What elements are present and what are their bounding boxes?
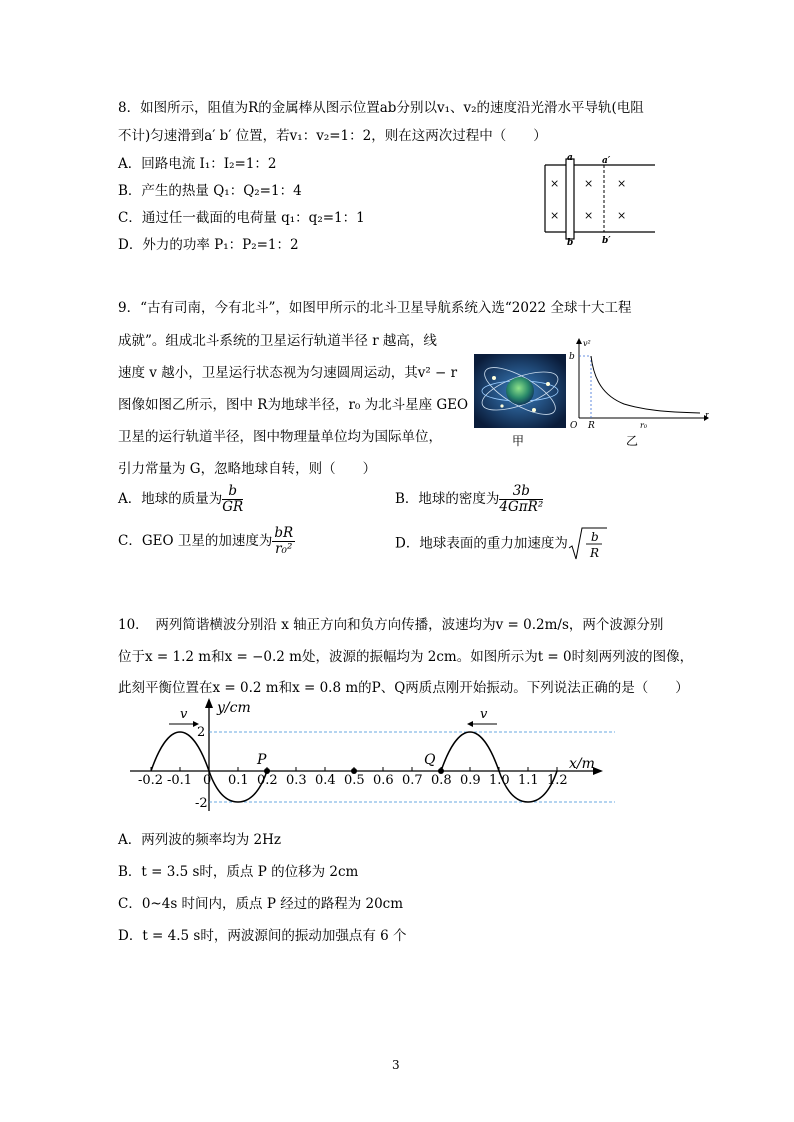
- graph-ylabel: v²: [583, 339, 591, 348]
- v2-r-graph: [564, 336, 709, 432]
- svg-text:-0.1: -0.1: [167, 773, 193, 788]
- wave-y-bottom: -2: [195, 796, 208, 811]
- svg-text:0.2: 0.2: [257, 773, 278, 788]
- graph-r0-label: r₀: [640, 421, 648, 430]
- metal-rod: [566, 159, 574, 239]
- svg-text:0.6: 0.6: [373, 773, 394, 788]
- q9-stem-line2: 成就”。组成北斗系统的卫星运行轨道半径 r 越高，线: [118, 333, 437, 349]
- svg-text:0.9: 0.9: [460, 773, 481, 788]
- q9-option-c: C．GEO 卫星的加速度为 $\frac{bR}{\text{r₀²}}$: [118, 525, 294, 557]
- svg-text:×: ×: [617, 209, 627, 222]
- q8-option-a: A．回路电流 I₁：I₂=1：2: [118, 156, 277, 172]
- q9-stem-line5: 卫星的运行轨道半径，图中物理量单位均为国际单位，: [118, 429, 442, 445]
- sqrt-sign: [568, 526, 608, 562]
- q10-option-d: D．t = 4.5 s时，两波源间的振动加强点有 6 个: [118, 928, 407, 944]
- page-number: 3: [392, 1058, 400, 1072]
- label-a: a: [567, 153, 573, 163]
- svg-text:1.2: 1.2: [547, 773, 568, 788]
- q10-stem-line1: 10． 两列简谐横波分别沿 x 轴正方向和负方向传播，波速均为v = 0.2m/s，两个波源分别: [118, 617, 664, 633]
- q9-stem-line4: 图像如图乙所示，图中 R为地球半径，r₀ 为北斗星座 GEO: [118, 397, 469, 413]
- graph-R-label: R: [588, 421, 595, 431]
- q9-stem-line3: 速度 v 越小，卫星运行状态视为匀速圆周运动，其v² − r: [118, 365, 458, 381]
- svg-text:0.3: 0.3: [286, 773, 307, 788]
- svg-text:1.1: 1.1: [518, 773, 539, 788]
- wave-y-top: 2: [197, 725, 206, 740]
- q9-stem-line6: 引力常量为 G，忽略地球自转，则（ ）: [118, 461, 377, 477]
- svg-text:0.5: 0.5: [344, 773, 365, 788]
- q9-option-d: D．地球表面的重力加速度为 b R: [395, 526, 608, 562]
- q8-stem-line1: 8．如图所示，阻值为R的金属棒从图示位置ab分别以v₁、v₂的速度沿光滑水平导轨(电阻: [118, 100, 644, 116]
- label-P: P: [257, 752, 267, 768]
- svg-text:R: R: [589, 546, 599, 560]
- svg-text:×: ×: [550, 177, 560, 190]
- q8-option-b: B．产生的热量 Q₁：Q₂=1：4: [118, 183, 302, 199]
- v2-r-curve: [591, 356, 700, 413]
- wave-xlabel: x/m: [569, 756, 595, 772]
- label-b: b: [567, 238, 574, 248]
- beidou-satellite-image: [474, 354, 566, 428]
- q8-stem-line2: 不计)匀速滑到a′ b′ 位置，若v₁：v₂=1：2，则在这两次过程中（ ）: [118, 128, 547, 144]
- svg-text:0.7: 0.7: [402, 773, 423, 788]
- q10-stem-line3: 此刻平衡位置在x = 0.2 m和x = 0.8 m的P、Q两质点刚开始振动。下列说法正确的是（ ）: [118, 680, 689, 696]
- q8-option-c: C．通过任一截面的电荷量 q₁：q₂=1：1: [118, 210, 365, 226]
- svg-text:b: b: [590, 530, 599, 544]
- q9-option-a: A．地球的质量为 $\frac{b}{GR}$: [118, 483, 244, 515]
- q9-option-b: B．地球的密度为 $\frac{3b}{\text{4GπR²}}$: [395, 483, 544, 515]
- label-v-right: v: [480, 707, 488, 722]
- svg-text:-0.2: -0.2: [138, 773, 164, 788]
- graph-b-label: b: [569, 352, 575, 362]
- wave-tick-labels: [138, 773, 568, 788]
- q10-stem-line2: 位于x = 1.2 m和x = −0.2 m处，波源的振幅均为 2cm。如图所示为t = 0时刻两列波的图像，: [118, 649, 694, 665]
- svg-text:0.8: 0.8: [431, 773, 452, 788]
- q10-option-a: A．两列波的频率均为 2Hz: [118, 832, 282, 848]
- svg-text:×: ×: [584, 209, 594, 222]
- q10-option-b: B．t = 3.5 s时，质点 P 的位移为 2cm: [118, 864, 359, 880]
- wave-graph: [125, 696, 615, 816]
- label-v-left: v: [180, 707, 188, 722]
- fig-jia-label: 甲: [512, 434, 525, 448]
- svg-text:×: ×: [617, 177, 627, 190]
- svg-text:0: 0: [203, 773, 212, 788]
- q9-stem-line1: 9．“古有司南，今有北斗”，如图甲所示的北斗卫星导航系统入选“2022 全球十大工程: [118, 300, 632, 316]
- svg-text:1.0: 1.0: [489, 773, 510, 788]
- label-Q: Q: [424, 752, 436, 768]
- graph-origin: O: [570, 421, 578, 431]
- svg-text:0.1: 0.1: [228, 773, 249, 788]
- q8-option-d: D．外力的功率 P₁：P₂=1：2: [118, 237, 299, 253]
- label-a-prime: a′: [602, 156, 611, 166]
- graph-r-label: r: [705, 411, 709, 421]
- magnetic-field-crosses: [550, 177, 626, 222]
- wave-ylabel: y/cm: [217, 700, 251, 716]
- label-b-prime: b′: [602, 236, 611, 246]
- svg-text:×: ×: [584, 177, 594, 190]
- svg-text:×: ×: [550, 209, 560, 222]
- q10-option-c: C．0~4s 时间内，质点 P 经过的路程为 20cm: [118, 896, 404, 912]
- q8-rail-figure: [540, 152, 660, 252]
- fig-yi-label: 乙: [626, 434, 639, 448]
- svg-text:0.4: 0.4: [315, 773, 336, 788]
